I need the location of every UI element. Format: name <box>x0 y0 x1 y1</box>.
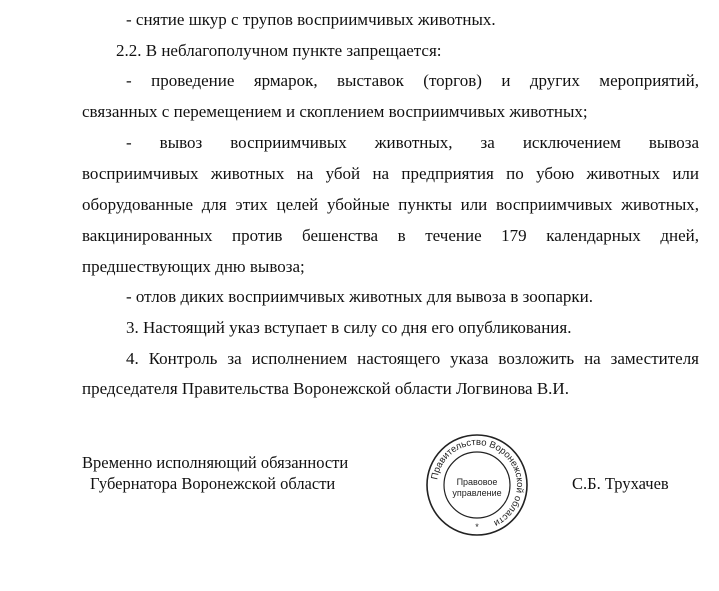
text-line-7: оборудованные для этих целей убойные пункты или восприимчивых животных, <box>82 195 699 214</box>
stamp-center-line-2: управление <box>452 488 502 498</box>
text-line-10: - отлов диких восприимчивых животных для вывоза в зоопарки. <box>126 287 594 306</box>
text-line-12: 4. Контроль за исполнением настоящего указа возложить на заместителя <box>126 349 699 368</box>
text-line-1: - снятие шкур с трупов восприимчивых животных. <box>126 10 496 29</box>
text-line-13: председателя Правительства Воронежской области Логвинова В.И. <box>82 379 569 398</box>
signatory-position-line-2: Губернатора Воронежской области <box>90 474 336 493</box>
text-line-9: предшествующих дню вывоза; <box>82 257 305 276</box>
text-line-5: - вывоз восприимчивых животных, за исключением вывоза <box>126 133 699 152</box>
text-line-4: связанных с перемещением и скоплением восприимчивых животных; <box>82 102 588 121</box>
signatory-name: С.Б. Трухачев <box>572 474 669 493</box>
stamp-center-line-1: Правовое <box>456 477 498 487</box>
signatory-position-line-1: Временно исполняющий обязанности <box>82 453 349 472</box>
text-line-8: вакцинированных против бешенства в течение 179 календарных дней, <box>82 226 699 245</box>
official-seal-stamp <box>425 433 529 537</box>
text-line-2: 2.2. В неблагополучном пункте запрещается: <box>116 41 442 60</box>
text-line-11: 3. Настоящий указ вступает в силу со дня его опубликования. <box>126 318 572 337</box>
stamp-ring-text: Правительство Воронежской области <box>429 436 526 529</box>
text-line-6: восприимчивых животных на убой на предприятия по убою животных или <box>82 164 699 183</box>
stamp-bottom-mark: * <box>475 522 479 532</box>
text-line-3: - проведение ярмарок, выставок (торгов) и других мероприятий, <box>126 71 699 90</box>
